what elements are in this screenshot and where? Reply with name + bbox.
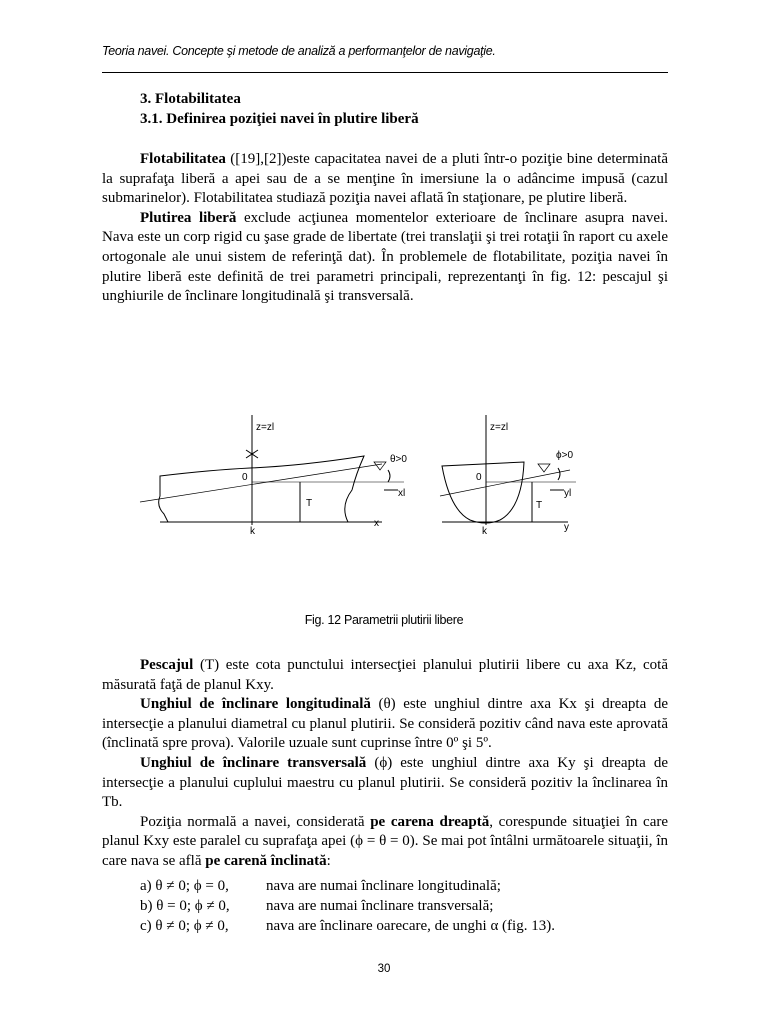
term-plutirea-libera: Plutirea liberă (140, 209, 237, 226)
definitions-text (102, 656, 668, 872)
case-condition: a) θ ≠ 0; ϕ = 0, (140, 878, 229, 894)
term-pescajul: Pescajul (140, 657, 194, 673)
intro-text (102, 150, 668, 307)
list-item (140, 916, 670, 936)
running-header: Teoria navei. Concepte şi metode de analiză a performanţelor de navigaţie. (102, 44, 496, 58)
longitudinal-labels (242, 422, 407, 537)
water-symbol-longitudinal (374, 462, 386, 470)
case-condition: c) θ ≠ 0; ϕ ≠ 0, (140, 918, 229, 934)
term-unghi-longitudinal: Unghiul de înclinare longitudinală (140, 696, 371, 713)
label-theta: θ>0 (390, 454, 407, 465)
text-plutirea-libera: exclude acţiunea momentelor exterioare de înclinare asupra navei. Nava este un corp rigid cu şase grade de libertate (trei translaţii şi trei rotaţii în raport cu axele ortogonale ale unui sistem de referinţă dat). În problemele de flotabilitate, poziţia navei în plutire liberă este definită de trei parametri principali, reprezentanţi în fig. 12: pescajul şi unghiurile de înclinare longitudinală şi transversală. (102, 209, 668, 305)
page-number: 30 (377, 963, 391, 975)
paragraph-plutirea-libera (102, 209, 668, 307)
angle-arc-transverse (558, 468, 560, 480)
ship-hull-profile (159, 456, 364, 522)
label-origin-transverse: 0 (476, 472, 482, 483)
label-keel-transverse: k (482, 526, 487, 537)
paragraph-pozitia-normala (102, 813, 668, 872)
text-pescajul: (T) este cota punctului intersecţiei planului plutirii libere cu axa Kz, cotă măsurată faţă de planul Kxy. (102, 657, 668, 693)
term-flotabilitatea: Flotabilitatea (140, 151, 226, 167)
label-origin-longitudinal: 0 (242, 472, 248, 483)
paragraph-unghi-longitudinal (102, 695, 668, 754)
text-pozitia-normala-a: Poziţia normală a navei, considerată (140, 813, 371, 830)
label-x: x (374, 518, 379, 529)
water-symbol-transverse (538, 464, 550, 472)
label-z-transverse: z=zl (490, 422, 509, 433)
term-carena-dreapta: pe carena dreaptă (370, 813, 490, 830)
label-xl: xl (398, 488, 406, 499)
paragraph-pescajul (102, 656, 668, 695)
waterline-transverse (440, 470, 570, 496)
angle-arc-longitudinal (388, 470, 390, 482)
header-rule (102, 72, 668, 73)
label-z-longitudinal: z=zl (256, 422, 275, 433)
case-description: nava are numai înclinare longitudinală; (266, 878, 501, 894)
section-heading: 3. Flotabilitatea (140, 91, 241, 107)
label-draft-longitudinal: T (306, 498, 313, 509)
text-unghi-transversal: (ϕ) este unghiul dintre axa Ky şi dreapta de intersecţie a planului cuplului maestru cu planul plutirii. Se consideră pozitiv la înclinarea în Tb. (102, 754, 668, 811)
subsection-heading: 3.1. Definirea poziţiei navei în plutire liberă (140, 111, 419, 127)
term-unghi-transversal: Unghiul de înclinare transversală (140, 754, 367, 771)
label-keel-longitudinal: k (250, 526, 255, 537)
text-flotabilitatea: ([19],[2])este capacitatea navei de a pluti într-o poziţie bine determinată la suprafaţa liberă a apei sau de a se menţine în imersiune la o adâncime impusă (cazul submarinelor). Flotabilitatea studiază poziţia navei aflată în staţionare, pe plutire liberă. (102, 151, 668, 207)
list-item (140, 896, 670, 916)
case-description: nava are numai înclinare transversală; (266, 898, 494, 914)
label-y: y (564, 522, 569, 533)
term-carena-inclinata: pe carenă înclinată (205, 852, 327, 869)
waterline-longitudinal (140, 464, 382, 502)
figure-12 (120, 410, 600, 545)
list-item (140, 876, 670, 896)
ship-hull-section (442, 462, 524, 523)
figure-caption: Fig. 12 Parametrii plutirii libere (304, 613, 464, 627)
cases-list (140, 876, 670, 936)
text-pozitia-normala-c: , corespunde situaţiei în care planul Kxy este paralel cu suprafaţa apei (ϕ = θ = 0). Se mai pot întâlni următoarele situaţii, în care nava se află (102, 813, 669, 869)
paragraph-unghi-transversal (102, 754, 668, 813)
case-condition: b) θ = 0; ϕ ≠ 0, (140, 898, 230, 914)
paragraph-flotabilitatea (102, 150, 668, 209)
label-draft-transverse: T (536, 500, 543, 511)
label-yl: yl (564, 488, 572, 499)
case-description: nava are înclinare oarecare, de unghi α (fig. 13). (266, 918, 555, 934)
text-unghi-longitudinal: (θ) este unghiul dintre axa Kx şi dreapta de intersecţie a planului diametral cu planul plutirii. Se consideră pozitiv când nava este aprovată (înclinată spre prova). Valorile uzuale sunt cuprinse între 0º şi 5º. (102, 696, 669, 752)
label-phi: ϕ>0 (556, 450, 574, 461)
text-pozitia-normala-e: : (326, 852, 331, 869)
